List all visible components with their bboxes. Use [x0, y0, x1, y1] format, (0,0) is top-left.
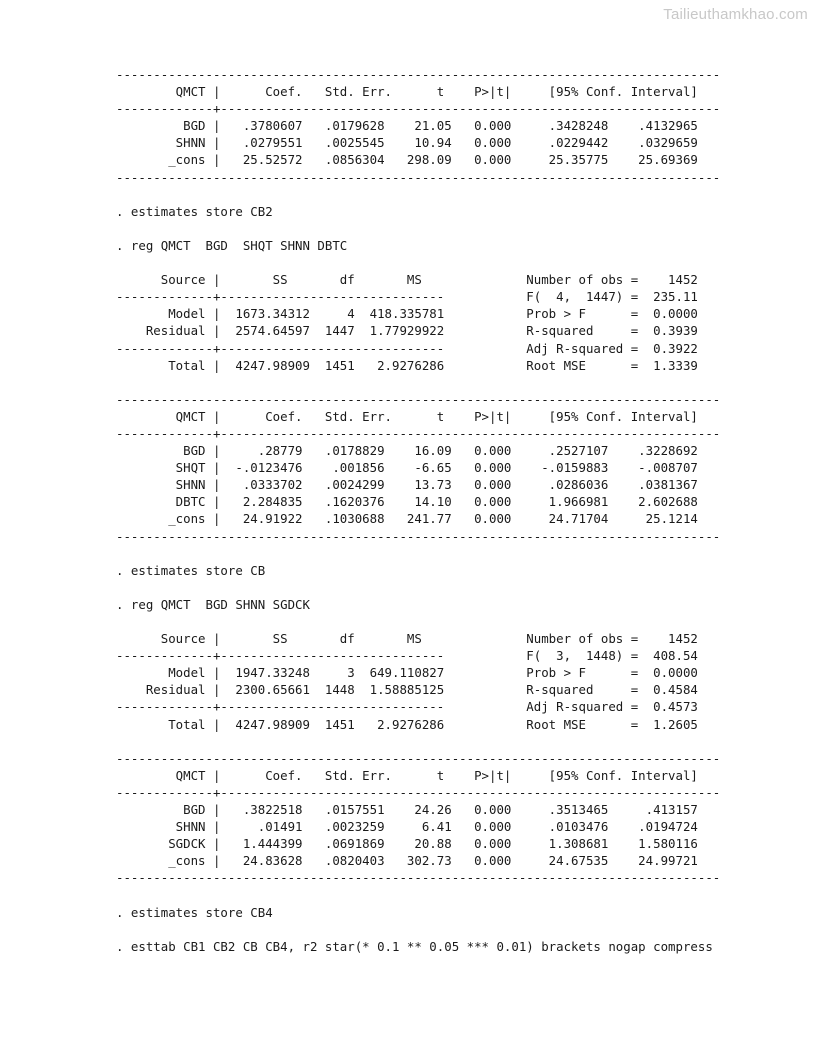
blank-line	[116, 545, 720, 562]
output-line: Residual | 2574.64597 1447 1.77929922 R-squared = 0.3939	[116, 323, 698, 339]
command-line: . esttab CB1 CB2 CB CB4, r2 star(* 0.1 ** 0.05 *** 0.01) brackets nogap compress	[116, 938, 713, 954]
output-line: QMCT | Coef. Std. Err. t P>|t| [95% Conf. Interval]	[116, 767, 698, 783]
output-line: -------------+------------------------------ F( 4, 1447) = 235.11	[116, 289, 698, 305]
blank-line	[116, 921, 720, 938]
command-line: . reg QMCT BGD SHQT SHNN DBTC	[116, 237, 348, 253]
stata-output	[116, 66, 720, 955]
output-line: _cons | 25.52572 .0856304 298.09 0.000 25.35775 25.69369	[116, 152, 698, 168]
output-line: ---------------------------------------------------------------------------------	[116, 750, 721, 766]
output-line: Total | 4247.98909 1451 2.9276286 Root MSE = 1.3339	[116, 357, 698, 373]
output-line: -------------+------------------------------ Adj R-squared = 0.3922	[116, 340, 698, 356]
output-line: SGDCK | 1.444399 .0691869 20.88 0.000 1.308681 1.580116	[116, 836, 698, 852]
output-line: SHNN | .01491 .0023259 6.41 0.000 .0103476 .0194724	[116, 819, 698, 835]
output-line: ---------------------------------------------------------------------------------	[116, 870, 721, 886]
output-line: ---------------------------------------------------------------------------------	[116, 169, 721, 185]
output-line: BGD | .28779 .0178829 16.09 0.000 .2527107 .3228692	[116, 443, 698, 459]
blank-line	[116, 733, 720, 750]
output-line: QMCT | Coef. Std. Err. t P>|t| [95% Conf. Interval]	[116, 408, 698, 424]
blank-line	[116, 579, 720, 596]
output-line: SHNN | .0333702 .0024299 13.73 0.000 .0286036 .0381367	[116, 477, 698, 493]
blank-line	[116, 374, 720, 391]
output-line: ---------------------------------------------------------------------------------	[116, 67, 721, 82]
output-line: -------------+-------------------------------------------------------------------	[116, 425, 721, 441]
watermark-text: Tailieuthamkhao.com	[663, 6, 808, 23]
blank-line	[116, 887, 720, 904]
output-line: -------------+------------------------------ F( 3, 1448) = 408.54	[116, 648, 698, 664]
output-line: SHQT | -.0123476 .001856 -6.65 0.000 -.0159883 -.008707	[116, 460, 698, 476]
output-line: BGD | .3780607 .0179628 21.05 0.000 .3428248 .4132965	[116, 118, 698, 134]
output-line: Residual | 2300.65661 1448 1.58885125 R-squared = 0.4584	[116, 682, 698, 698]
output-line: ---------------------------------------------------------------------------------	[116, 528, 721, 544]
command-line: . reg QMCT BGD SHNN SGDCK	[116, 596, 310, 612]
command-line: . estimates store CB2	[116, 203, 273, 219]
output-line: QMCT | Coef. Std. Err. t P>|t| [95% Conf. Interval]	[116, 84, 698, 100]
output-line: -------------+-------------------------------------------------------------------	[116, 784, 721, 800]
output-line: Model | 1947.33248 3 649.110827 Prob > F = 0.0000	[116, 665, 698, 681]
command-line: . estimates store CB	[116, 562, 266, 578]
blank-line	[116, 254, 720, 271]
output-line: _cons | 24.91922 .1030688 241.77 0.000 24.71704 25.1214	[116, 511, 698, 527]
output-line: Total | 4247.98909 1451 2.9276286 Root MSE = 1.2605	[116, 716, 698, 732]
output-line: -------------+-------------------------------------------------------------------	[116, 101, 721, 117]
output-line: DBTC | 2.284835 .1620376 14.10 0.000 1.966981 2.602688	[116, 494, 698, 510]
output-line: -------------+------------------------------ Adj R-squared = 0.4573	[116, 699, 698, 715]
output-line: Source | SS df MS Number of obs = 1452	[116, 272, 698, 288]
blank-line	[116, 613, 720, 630]
output-line: SHNN | .0279551 .0025545 10.94 0.000 .0229442 .0329659	[116, 135, 698, 151]
blank-line	[116, 186, 720, 203]
output-line: Source | SS df MS Number of obs = 1452	[116, 631, 698, 647]
output-line: ---------------------------------------------------------------------------------	[116, 391, 721, 407]
output-line: Model | 1673.34312 4 418.335781 Prob > F = 0.0000	[116, 306, 698, 322]
output-line: _cons | 24.83628 .0820403 302.73 0.000 24.67535 24.99721	[116, 853, 698, 869]
blank-line	[116, 220, 720, 237]
command-line: . estimates store CB4	[116, 904, 273, 920]
output-line: BGD | .3822518 .0157551 24.26 0.000 .3513465 .413157	[116, 802, 698, 818]
